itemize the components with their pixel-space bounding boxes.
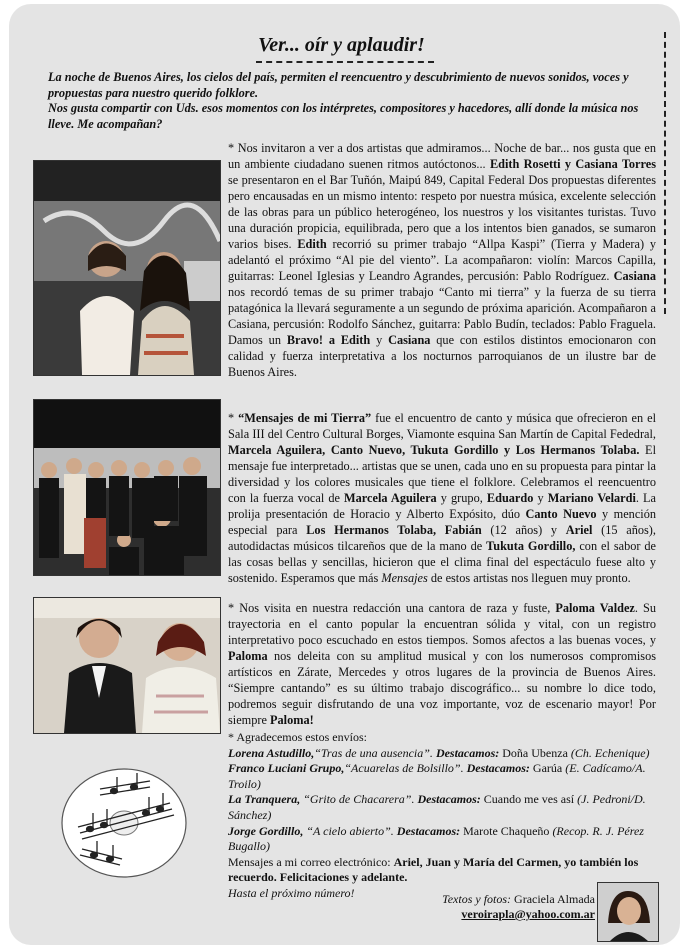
photo-mensajes-group xyxy=(33,399,221,576)
artist-name: Marcela Aguilera xyxy=(344,491,437,505)
artist-name: Paloma xyxy=(228,649,268,663)
artist-name: Paloma! xyxy=(270,713,314,727)
text: y xyxy=(370,333,389,347)
ack-credit: (J. Pedroni/D. Sánchez) xyxy=(228,792,646,822)
acknowledgements-heading: * Agradecemos estos envíos: xyxy=(228,730,367,744)
text: y grupo, xyxy=(436,491,487,505)
ack-credit: (E. Cadícamo/A. Troilo) xyxy=(228,761,646,791)
photo-paloma-valdez xyxy=(33,597,221,734)
text: se presentaron en el Bar Tuñón, Maipú 849, Capital Federal Dos propuestas diferentes pero encausadas en un mismo intento: respeto por nuestra música, excelente selección de las obras para un público heterogéneo, los nuestros y los visitantes turistas. Tuvo una duración propicia, equilibrada, pero que a los intentos bien ganados, se sumaron varios bises. xyxy=(228,173,656,251)
artist-name: Canto Nuevo xyxy=(525,507,597,521)
ack-album: “A cielo abierto”. xyxy=(303,823,394,838)
intro-paragraph-1: La noche de Buenos Aires, los cielos del país, permiten el reencuentro y descubrimiento de nuevos sonidos, voces y propuestas para nuestro querido folklore. xyxy=(48,70,629,100)
title-underline xyxy=(256,61,434,63)
artist-names: Edith Rosetti y Casiana Torres xyxy=(489,157,656,171)
artist-name: Los Hermanos Tolaba, Fabián xyxy=(306,523,482,537)
ack-label: Destacamos: xyxy=(417,792,481,807)
text: * xyxy=(228,411,239,425)
ack-item xyxy=(228,792,660,823)
ack-song: Doña Ubenza xyxy=(499,745,571,760)
ack-artist: Franco Luciani Grupo, xyxy=(228,761,345,776)
text: . Su trayectoria en el canto popular la encuentran sólida y vital, con un registro interpretativo poco escuchado en estos tiempos. Somos afectos a las buenas voces, y xyxy=(228,601,656,647)
article-paloma xyxy=(228,600,656,728)
mail-message xyxy=(228,855,660,886)
ack-label: Destacamos: xyxy=(466,761,530,776)
ack-credit: (Recop. R. J. Pérez Bugallo) xyxy=(228,823,644,854)
text: . La prolija presentación de Horacio y Alberto Expósito, dúo xyxy=(228,491,656,521)
text: que con estilos distintos emocionaron con calidad y fuerza interpretativa a los nocturnos parroquianos de un ilustre bar de Buenos Aires. xyxy=(228,333,657,379)
artist-name: Ariel xyxy=(565,523,593,537)
text: (15 años), autodidactas músicos tilcareños que de la mano de xyxy=(228,523,656,553)
text: recorrió su primer trabajo “Allpa Kaspi” (Tierra y Madera) y adelantó el próximo “Al pie del viento”. La acompañaron: violín: Marcos Capilla, guitarras: Leonel Iglesias y Leandro Agrandes, percusión: Pablo Rodríguez. xyxy=(228,237,656,283)
closing-line: Hasta el próximo número! xyxy=(228,885,355,900)
text: Mensajes a mi correo electrónico: xyxy=(228,854,394,869)
author-portrait xyxy=(597,882,659,942)
article-edith-casiana xyxy=(228,140,656,380)
artist-name: Eduardo xyxy=(486,491,534,505)
text: nos recordó temas de su primer trabajo “Canto mi tierra” y la fuerza de su tierra patagónica la llevará seguramente a un segundo de próxima aparición. Acompañaron a Casiana, percusión: Rodolfo Sánchez, guitarra: Pablo Budín, teclados: Pablo Fraguela. Damos un xyxy=(228,285,656,347)
artist-name: Mariano Velardi xyxy=(547,491,636,505)
artist-name: Casiana xyxy=(388,333,431,347)
vertical-divider xyxy=(664,32,666,314)
signature-line xyxy=(400,892,595,907)
ack-artist: Jorge Gordillo, xyxy=(228,823,304,838)
intro xyxy=(48,70,658,132)
text: y mención especial para xyxy=(228,507,656,537)
text: (12 años) y xyxy=(481,523,566,537)
artist-name: Casiana xyxy=(613,269,656,283)
artist-name: Tukuta Gordillo, xyxy=(486,539,576,553)
text: nos deleita con su amplitud musical y con los numerosos compromisos artísticos en Zárate, Mercedes y otros lugares de la provincia de Buenos Aires. “Siempre cantando” es su último trabajo discográfico... su nombre lo dice todo, podremos seguir disfrutando de una voz importante, voz de escenario mayor! Por siempre xyxy=(228,649,656,727)
signature xyxy=(400,892,595,922)
ack-artist: La Tranquera, xyxy=(228,792,301,807)
ack-label: Destacamos: xyxy=(396,823,461,838)
bravo-text: Bravo! a Edith xyxy=(286,333,371,347)
ack-song: Cuando me ves así xyxy=(480,792,578,807)
text: * Nos invitaron a ver a dos artistas que admiramos... Noche de bar... nos gusta que en un ambiente ciudadano suenen ritmos autóctonos... xyxy=(228,141,656,171)
ack-item xyxy=(228,761,660,792)
ack-album: “Tras de una ausencia”. xyxy=(314,745,433,760)
ack-song: Garúa xyxy=(529,761,566,776)
ack-song: Marote Chaqueño xyxy=(460,823,553,838)
signature-label: Textos y fotos: xyxy=(442,892,512,906)
text: de estos artistas nos lleguen muy pronto. xyxy=(427,571,631,585)
photo-edith-casiana xyxy=(33,160,221,376)
text: y xyxy=(533,491,548,505)
artist-name: Edith xyxy=(297,237,327,251)
ack-album: “Acuarelas de Bolsillo”. xyxy=(344,761,464,776)
music-notes-cd-icon xyxy=(60,767,188,879)
text: fue el encuentro de canto y música que ofrecieron en el Sala III del Centro Cultural Borges, Viamonte esquina San Martín de Capital Fededral, xyxy=(228,411,656,441)
text: El mensaje fue interpretado... artistas que se unen, cada uno en su propuesta para pintar la diversidad y los colores musicales que tiene el folklore. Celebramos el reencuentro con la fuerza vocal de xyxy=(228,443,656,505)
ack-item xyxy=(228,824,660,855)
italic-text: Mensajes xyxy=(381,571,428,585)
author-email-link[interactable]: veroirapla@yahoo.com.ar xyxy=(461,907,595,921)
ack-album: “Grito de Chacarera”. xyxy=(300,792,415,807)
ack-item xyxy=(228,746,660,762)
event-name: “Mensajes de mi Tierra” xyxy=(238,411,372,425)
article-mensajes xyxy=(228,410,656,586)
artist-name: Paloma Valdez xyxy=(555,601,635,615)
artist-names: Marcela Aguilera, Canto Nuevo, Tukuta Gordillo y Los Hermanos Tolaba. xyxy=(228,443,640,457)
mail-names: Ariel, Juan y María del Carmen, yo también los recuerdo. Felicitaciones y adelante. xyxy=(228,854,639,885)
ack-credit: (Ch. Echenique) xyxy=(570,745,650,760)
intro-paragraph-2: Nos gusta compartir con Uds. esos momentos con los intérpretes, compositores y hacedores, allí donde la música nos lleve. Me acompañan? xyxy=(48,101,639,131)
page-title: Ver... oír y aplaudir! xyxy=(258,34,425,56)
ack-label: Destacamos: xyxy=(435,745,500,760)
ack-artist: Lorena Astudillo, xyxy=(228,745,315,760)
text: * Nos visita en nuestra redacción una cantora de raza y fuste, xyxy=(228,601,556,615)
text: con el sabor de las cosas bellas y sencillas, hicieron que el clima final del espectáculo fuese alto y sostenido. Esperamos que más xyxy=(228,539,657,585)
acknowledgements xyxy=(228,730,660,902)
author-name: Graciela Almada xyxy=(511,892,595,906)
